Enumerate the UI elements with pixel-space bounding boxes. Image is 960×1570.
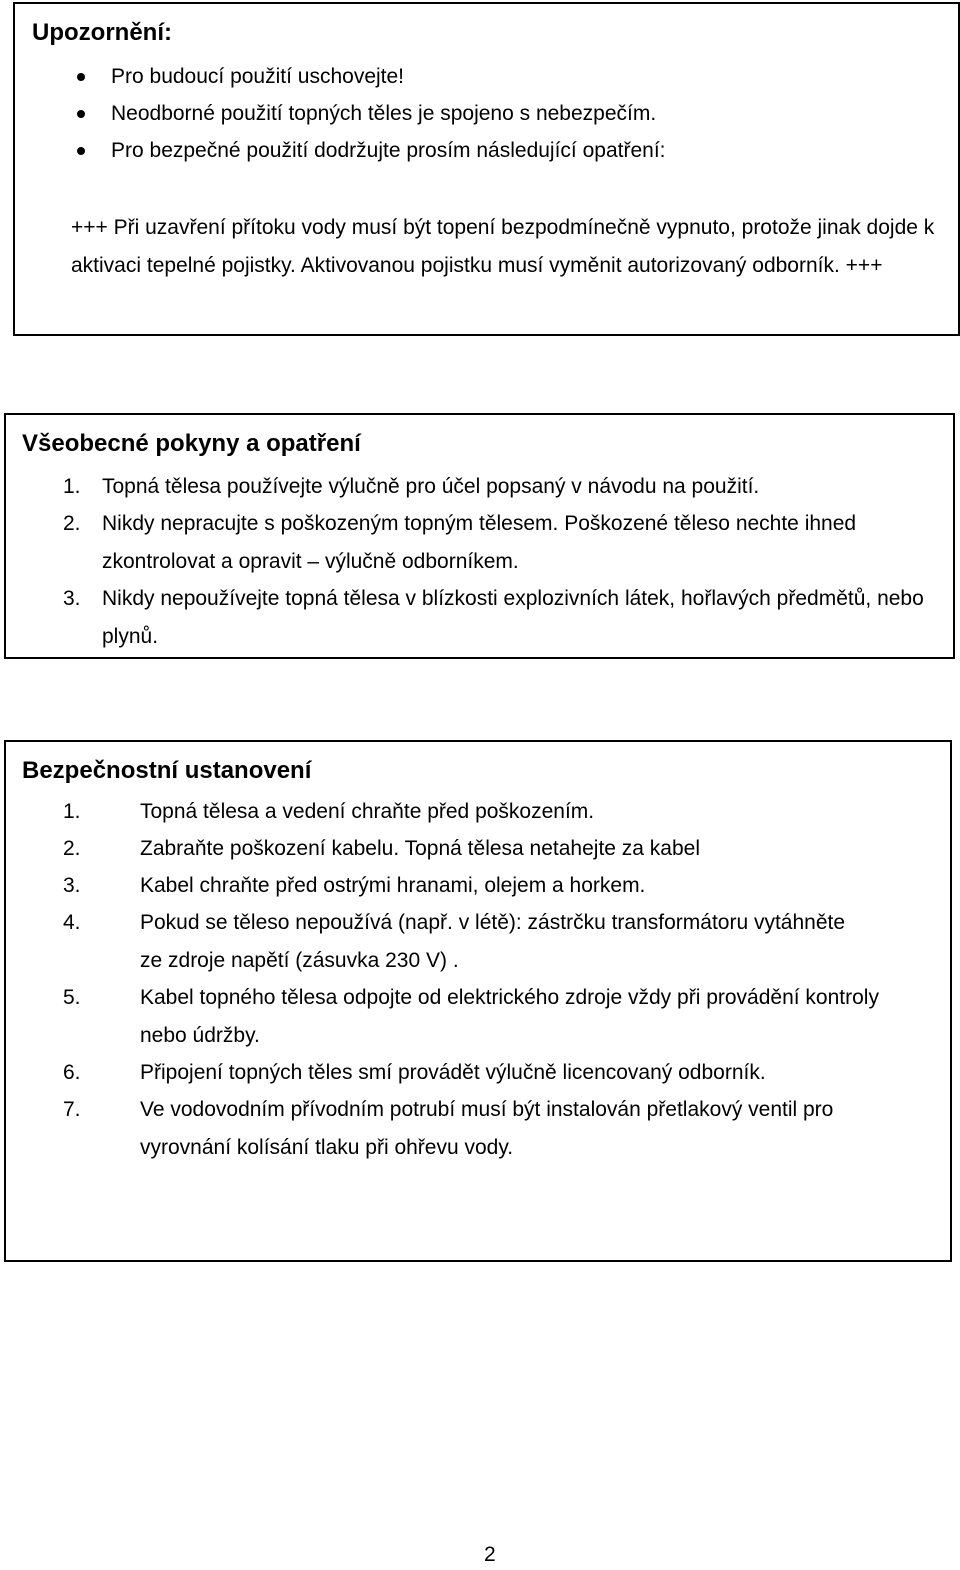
list-item: Připojení topných těles smí provádět výlučně licencovaný odborník. <box>140 1061 766 1084</box>
list-item: Pokud se těleso nepoužívá (např. v létě): zástrčku transformátoru vytáhněte ze zdroje napětí (zásuvka 230 V) . <box>140 911 846 972</box>
general-instructions-box <box>4 413 955 659</box>
list-item: Kabel topného tělesa odpojte od elektrického zdroje vždy při provádění kontroly nebo údržby. <box>140 986 879 1047</box>
list-item-number: 7. <box>63 1098 81 1121</box>
bullet-icon <box>77 73 85 81</box>
list-item: Topná tělesa a vedení chraňte před poškozením. <box>140 800 595 823</box>
list-item-number: 1. <box>63 800 81 823</box>
list-item-number: 5. <box>63 986 81 1009</box>
list-item-number: 3. <box>63 874 81 897</box>
warning-bullet: Pro budoucí použití uschovejte! <box>111 65 405 88</box>
general-title: Všeobecné pokyny a opatření <box>22 430 361 457</box>
list-item: Nikdy nepracujte s poškozeným topným tělesem. Poškozené těleso nechte ihned zkontrolovat a opravit – výlučně odborníkem. <box>102 512 857 573</box>
list-item-number: 2. <box>63 512 81 535</box>
warning-title: Upozornění: <box>32 19 172 46</box>
safety-provisions-box <box>4 740 952 1262</box>
list-item: Topná tělesa používejte výlučně pro účel popsaný v návodu na použití. <box>102 475 760 498</box>
list-item-number: 1. <box>63 475 81 498</box>
warning-bullet: Neodborné použití topných těles je spojeno s nebezpečím. <box>111 102 657 125</box>
page-number: 2 <box>484 1543 496 1566</box>
safety-title: Bezpečnostní ustanovení <box>22 757 312 784</box>
bullet-icon <box>77 110 85 118</box>
list-item: Kabel chraňte před ostrými hranami, olejem a horkem. <box>140 874 646 897</box>
warning-box <box>13 2 960 336</box>
list-item-number: 4. <box>63 911 81 934</box>
list-item-number: 6. <box>63 1061 81 1084</box>
list-item-number: 3. <box>63 587 81 610</box>
list-item: Nikdy nepoužívejte topná tělesa v blízkosti explozivních látek, hořlavých předmětů, nebo plynů. <box>102 587 924 648</box>
list-item: Ve vodovodním přívodním potrubí musí být instalován přetlakový ventil pro vyrovnání kolísání tlaku při ohřevu vody. <box>140 1098 834 1159</box>
bullet-icon <box>77 147 85 155</box>
warning-note: +++ Při uzavření přítoku vody musí být topení bezpodmínečně vypnuto, protože jinak dojde k aktivaci tepelné pojistky. Aktivovanou pojistku musí vyměnit autorizovaný odborník. +++ <box>71 216 935 277</box>
warning-bullet: Pro bezpečné použití dodržujte prosím následující opatření: <box>111 139 666 162</box>
list-item-number: 2. <box>63 837 81 860</box>
list-item: Zabraňte poškození kabelu. Topná tělesa netahejte za kabel <box>140 837 701 860</box>
